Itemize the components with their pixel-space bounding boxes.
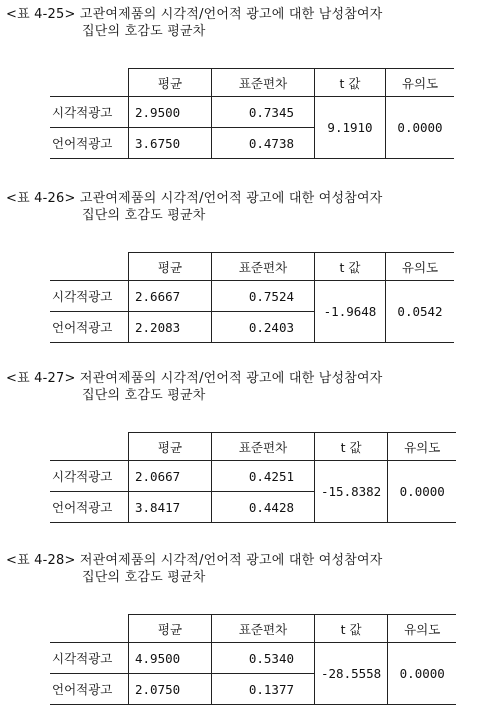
row-label: 언어적광고 — [50, 128, 129, 159]
stats-table — [50, 68, 454, 159]
stats-table — [50, 252, 454, 343]
table-caption — [6, 552, 383, 586]
header-mean: 평균 — [129, 433, 212, 461]
p-value-cell: 0.0542 — [386, 281, 455, 343]
mean-cell: 2.0750 — [129, 674, 212, 705]
header-t: t 값 — [315, 69, 386, 97]
mean-cell: 3.6750 — [129, 128, 212, 159]
table-caption — [6, 6, 383, 40]
header-sd: 표준편차 — [212, 615, 315, 643]
mean-cell: 2.0667 — [129, 461, 212, 492]
t-value-cell: -28.5558 — [315, 643, 388, 705]
row-label: 언어적광고 — [50, 492, 129, 523]
sd-cell: 0.4738 — [212, 128, 315, 159]
row-label: 언어적광고 — [50, 674, 129, 705]
mean-cell: 4.9500 — [129, 643, 212, 674]
p-value-cell: 0.0000 — [388, 643, 457, 705]
table-row — [50, 643, 456, 674]
caption-line-2: 집단의 호감도 평균차 — [82, 388, 206, 403]
caption-line-2: 집단의 호감도 평균차 — [82, 208, 206, 223]
sd-cell: 0.4251 — [212, 461, 315, 492]
t-value-cell: 9.1910 — [315, 97, 386, 159]
mean-cell: 2.2083 — [129, 312, 212, 343]
header-sd: 표준편차 — [212, 433, 315, 461]
sd-cell: 0.7345 — [212, 97, 315, 128]
row-label: 시각적광고 — [50, 97, 129, 128]
header-p: 유의도 — [388, 433, 457, 461]
table-caption — [6, 370, 383, 404]
header-p: 유의도 — [386, 253, 455, 281]
caption-line-1: <표 4-26> 고관여제품의 시각적/언어적 광고에 대한 여성참여자 — [6, 191, 383, 206]
sd-cell: 0.5340 — [212, 643, 315, 674]
caption-line-1: <표 4-25> 고관여제품의 시각적/언어적 광고에 대한 남성참여자 — [6, 7, 383, 22]
sd-cell: 0.4428 — [212, 492, 315, 523]
header-t: t 값 — [315, 433, 388, 461]
stats-table — [50, 432, 456, 523]
caption-line-2: 집단의 호감도 평균차 — [82, 570, 206, 585]
header-p: 유의도 — [388, 615, 457, 643]
header-mean: 평균 — [129, 69, 212, 97]
stats-table — [50, 614, 456, 705]
caption-line-2: 집단의 호감도 평균차 — [82, 24, 206, 39]
header-sd: 표준편차 — [212, 69, 315, 97]
header-t: t 값 — [315, 253, 386, 281]
caption-line-1: <표 4-28> 저관여제품의 시각적/언어적 광고에 대한 여성참여자 — [6, 553, 383, 568]
row-label: 언어적광고 — [50, 312, 129, 343]
header-t: t 값 — [315, 615, 388, 643]
header-empty — [50, 433, 129, 461]
mean-cell: 2.9500 — [129, 97, 212, 128]
row-label: 시각적광고 — [50, 461, 129, 492]
header-empty — [50, 69, 129, 97]
table-header-row — [50, 69, 454, 97]
t-value-cell: -1.9648 — [315, 281, 386, 343]
p-value-cell: 0.0000 — [386, 97, 455, 159]
header-mean: 평균 — [129, 253, 212, 281]
mean-cell: 2.6667 — [129, 281, 212, 312]
table-row — [50, 97, 454, 128]
table-row — [50, 461, 456, 492]
mean-cell: 3.8417 — [129, 492, 212, 523]
header-empty — [50, 253, 129, 281]
header-p: 유의도 — [386, 69, 455, 97]
p-value-cell: 0.0000 — [388, 461, 457, 523]
row-label: 시각적광고 — [50, 281, 129, 312]
table-header-row — [50, 615, 456, 643]
table-header-row — [50, 433, 456, 461]
sd-cell: 0.1377 — [212, 674, 315, 705]
table-row — [50, 281, 454, 312]
sd-cell: 0.7524 — [212, 281, 315, 312]
header-sd: 표준편차 — [212, 253, 315, 281]
table-caption — [6, 190, 383, 224]
table-header-row — [50, 253, 454, 281]
header-mean: 평균 — [129, 615, 212, 643]
caption-line-1: <표 4-27> 저관여제품의 시각적/언어적 광고에 대한 남성참여자 — [6, 371, 383, 386]
header-empty — [50, 615, 129, 643]
sd-cell: 0.2403 — [212, 312, 315, 343]
t-value-cell: -15.8382 — [315, 461, 388, 523]
row-label: 시각적광고 — [50, 643, 129, 674]
